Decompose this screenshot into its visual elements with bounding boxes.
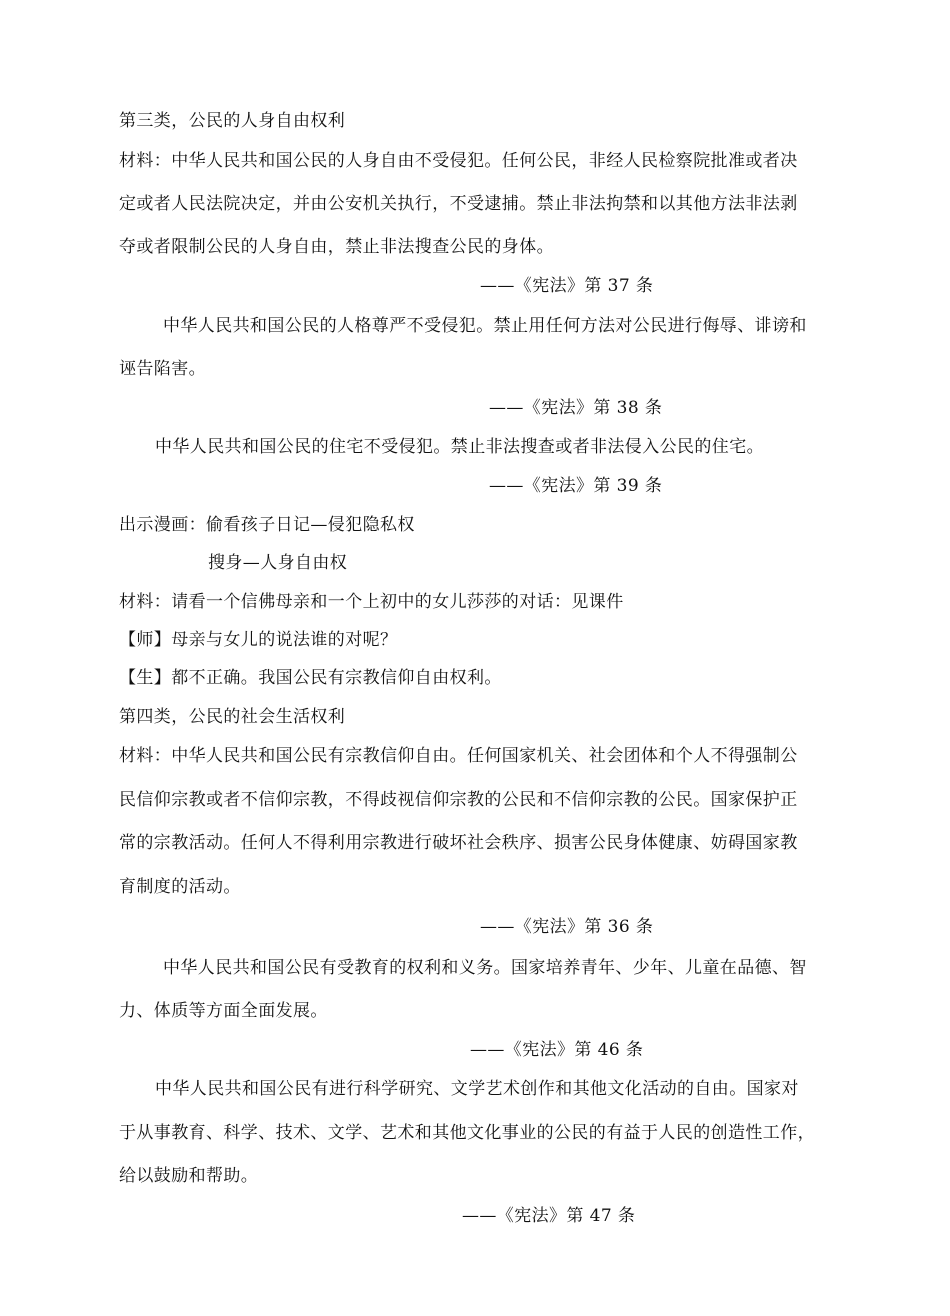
material-5-line-4: 育制度的活动。 [119, 877, 241, 897]
material-1-line-3: 夺或者限制公民的人身自由，禁止非法搜查公民的身体。 [119, 237, 554, 257]
citation-article-36: ——《宪法》第 36 条 [480, 917, 654, 937]
comic-line-2: 搜身—人身自由权 [208, 553, 348, 573]
material-6-line-2: 力、体质等方面全面发展。 [119, 1001, 328, 1021]
material-1-line-2: 定或者人民法院决定，并由公安机关执行，不受逮捕。禁止非法拘禁和以其他方法非法剥 [119, 194, 798, 214]
student-answer: 【生】都不正确。我国公民有宗教信仰自由权利。 [119, 668, 502, 688]
comic-line-1: 出示漫画：偷看孩子日记—侵犯隐私权 [119, 515, 415, 535]
material-1-line-1: 材料：中华人民共和国公民的人身自由不受侵犯。任何公民，非经人民检察院批准或者决 [119, 151, 798, 171]
material-7-line-2: 于从事教育、科学、技术、文学、艺术和其他文化事业的公民的有益于人民的创造性工作， [119, 1123, 815, 1143]
material-5-line-3: 常的宗教活动。任何人不得利用宗教进行破坏社会秩序、损害公民身体健康、妨碍国家教 [119, 833, 798, 853]
material-7-line-1: 中华人民共和国公民有进行科学研究、文学艺术创作和其他文化活动的自由。国家对 [155, 1079, 799, 1099]
citation-article-37: ——《宪法》第 37 条 [480, 276, 654, 296]
section-4-heading: 第四类，公民的社会生活权利 [119, 707, 346, 727]
material-5-line-2: 民信仰宗教或者不信仰宗教，不得歧视信仰宗教的公民和不信仰宗教的公民。国家保护正 [119, 790, 798, 810]
material-6-line-1: 中华人民共和国公民有受教育的权利和义务。国家培养青年、少年、儿童在品德、智 [163, 958, 807, 978]
material-4-line: 材料：请看一个信佛母亲和一个上初中的女儿莎莎的对话：见课件 [119, 592, 624, 612]
material-2-line-2: 诬告陷害。 [119, 359, 206, 379]
material-7-line-3: 给以鼓励和帮助。 [119, 1166, 259, 1186]
citation-article-38: ——《宪法》第 38 条 [489, 398, 663, 418]
citation-article-39: ——《宪法》第 39 条 [489, 476, 663, 496]
material-5-line-1: 材料：中华人民共和国公民有宗教信仰自由。任何国家机关、社会团体和个人不得强制公 [119, 746, 798, 766]
citation-article-47: ——《宪法》第 47 条 [462, 1206, 636, 1226]
material-3-line-1: 中华人民共和国公民的住宅不受侵犯。禁止非法搜查或者非法侵入公民的住宅。 [155, 437, 764, 457]
teacher-question: 【师】母亲与女儿的说法谁的对呢？ [119, 630, 398, 650]
citation-article-46: ——《宪法》第 46 条 [470, 1040, 644, 1060]
section-3-heading: 第三类，公民的人身自由权利 [119, 111, 346, 131]
material-2-line-1: 中华人民共和国公民的人格尊严不受侵犯。禁止用任何方法对公民进行侮辱、诽谤和 [163, 316, 807, 336]
